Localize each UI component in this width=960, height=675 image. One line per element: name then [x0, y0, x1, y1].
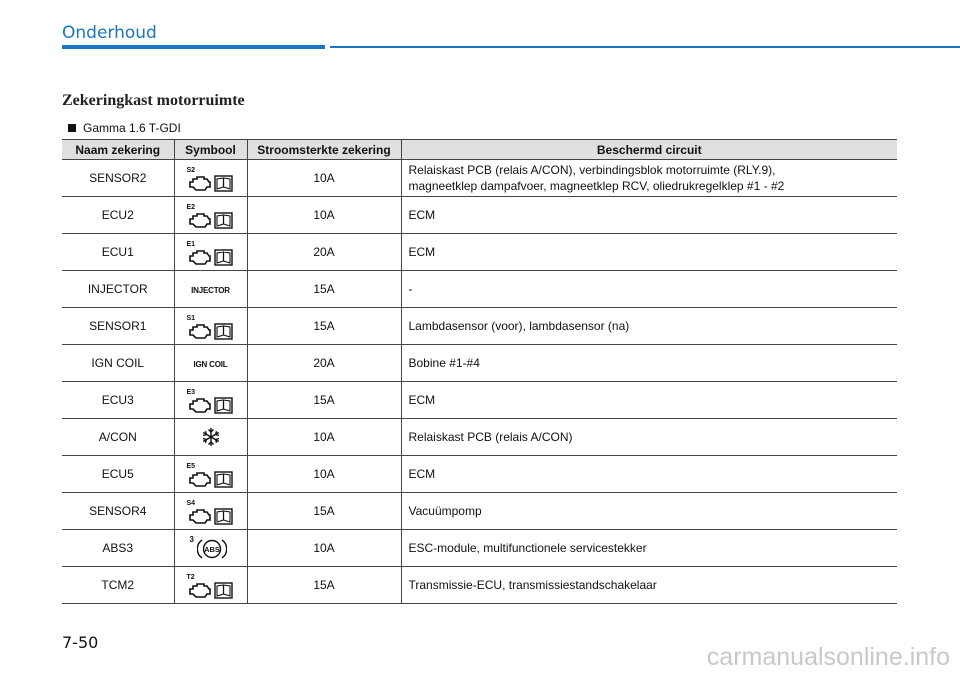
fuse-circuit	[401, 234, 897, 271]
symbol-code: E2	[186, 204, 196, 211]
symbol-text: INJECTOR	[191, 286, 230, 295]
engine-and-manual-icon	[188, 581, 234, 599]
fuse-circuit	[401, 456, 897, 493]
fuse-name-text: SENSOR1	[89, 319, 147, 333]
fuse-amperage-text: 10A	[313, 208, 335, 222]
fuse-circuit-text: ESC-module, multifunctionele servicestekker	[408, 541, 647, 555]
fuse-name	[62, 234, 174, 271]
symbol-code: 3	[189, 535, 194, 544]
fuse-amperage	[247, 234, 401, 271]
table-row	[62, 234, 897, 271]
fuse-circuit	[401, 345, 897, 382]
fuse-symbol	[174, 160, 247, 197]
fuse-amperage-text: 10A	[313, 541, 335, 555]
fuse-table	[62, 139, 897, 604]
engine-and-manual-icon	[188, 211, 234, 229]
fuse-symbol	[174, 419, 247, 456]
fuse-name	[62, 345, 174, 382]
fuse-circuit	[401, 567, 897, 604]
fuse-symbol	[174, 345, 247, 382]
fuse-circuit-text: ECM	[408, 393, 436, 407]
engine-and-manual-icon	[188, 470, 234, 488]
fuse-name	[62, 419, 174, 456]
fuse-amperage	[247, 567, 401, 604]
engine-check-icon	[188, 322, 234, 343]
engine-and-manual-icon	[188, 322, 234, 340]
engine-symbol	[181, 494, 241, 528]
engine-check-icon	[188, 470, 234, 491]
engine-symbol	[181, 309, 241, 343]
fuse-name-text: SENSOR2	[89, 171, 147, 185]
fuse-symbol	[174, 308, 247, 345]
air-conditioning-icon	[201, 436, 221, 450]
fuse-amperage	[247, 308, 401, 345]
abs-symbol	[181, 531, 241, 565]
fuse-amperage	[247, 530, 401, 567]
abs-label: ABS	[203, 544, 220, 554]
table-header-row	[62, 140, 897, 160]
symbol-code: E1	[186, 241, 196, 248]
fuse-circuit-text: Transmissie-ECU, transmissiestandschakelaar	[408, 578, 657, 592]
fuse-name-text: ECU3	[101, 393, 134, 407]
fuse-amperage	[247, 197, 401, 234]
fuse-symbol	[174, 234, 247, 271]
fuse-name-text: ABS3	[102, 541, 134, 555]
symbol-code: E5	[186, 463, 196, 470]
fuse-name-text: INJECTOR	[87, 282, 148, 296]
fuse-name	[62, 160, 174, 197]
column-header: Naam zekering	[62, 140, 174, 160]
fuse-circuit-text: ECM	[408, 467, 436, 481]
engine-symbol	[181, 235, 241, 269]
engine-symbol	[181, 383, 241, 417]
fuse-circuit	[401, 271, 897, 308]
engine-check-icon	[188, 507, 234, 528]
table-row	[62, 493, 897, 530]
fuse-symbol	[174, 493, 247, 530]
fuse-amperage-text: 15A	[313, 504, 335, 518]
fuse-name-text: ECU1	[101, 245, 134, 259]
fuse-amperage	[247, 160, 401, 197]
column-header: Symbool	[174, 140, 247, 160]
table-row	[62, 197, 897, 234]
fuse-circuit-text: Vacuümpomp	[408, 504, 482, 518]
table-row	[62, 419, 897, 456]
fuse-symbol	[174, 382, 247, 419]
fuse-circuit-text: Bobine #1-#4	[408, 356, 480, 370]
fuse-circuit-text: Relaiskast PCB (relais A/CON)	[408, 430, 573, 444]
table-row	[62, 271, 897, 308]
fuse-name	[62, 493, 174, 530]
engine-check-icon	[188, 396, 234, 417]
symbol-text: IGN COIL	[193, 360, 228, 369]
fuse-circuit	[401, 160, 897, 197]
table-row	[62, 345, 897, 382]
subtitle-text: Gamma 1.6 T-GDI	[83, 121, 181, 135]
fuse-amperage-text: 10A	[313, 171, 335, 185]
section-title: Onderhoud	[62, 23, 157, 43]
table-row	[62, 530, 897, 567]
column-header: Stroomsterkte zekering	[247, 140, 401, 160]
table-row	[62, 308, 897, 345]
fuse-symbol	[174, 567, 247, 604]
fuse-symbol	[174, 197, 247, 234]
fuse-symbol	[174, 530, 247, 567]
table-row	[62, 456, 897, 493]
engine-symbol	[181, 568, 241, 602]
engine-symbol	[181, 457, 241, 491]
engine-check-icon	[188, 174, 234, 195]
symbol-code: S4	[186, 500, 196, 507]
fuse-amperage-text: 10A	[313, 430, 335, 444]
fuse-circuit-text: ECM	[408, 245, 436, 259]
fuse-name-text: ECU5	[101, 467, 134, 481]
fuse-name	[62, 530, 174, 567]
header-bar-accent	[62, 45, 325, 49]
fuse-circuit	[401, 419, 897, 456]
fuse-amperage	[247, 419, 401, 456]
header-bar-line	[330, 46, 960, 48]
fuse-circuit-text-line2: magneetklep dampafvoer, magneetklep RCV, oliedrukregelklep #1 - #2	[408, 179, 785, 193]
symbol-code: S1	[186, 315, 196, 322]
fuse-circuit-text: -	[408, 282, 413, 296]
fuse-circuit-text: Relaiskast PCB (relais A/CON), verbindingsblok motorruimte (RLY.9),	[408, 163, 776, 177]
engine-check-icon	[188, 581, 234, 602]
engine-symbol	[181, 161, 241, 195]
fuse-name-text: SENSOR4	[89, 504, 147, 518]
fuse-symbol	[174, 271, 247, 308]
fuse-amperage-text: 15A	[313, 319, 335, 333]
fuse-name-text: IGN COIL	[91, 356, 145, 370]
bullet-square-icon	[68, 124, 76, 132]
page-heading: Zekeringkast motorruimte	[62, 92, 245, 109]
fuse-circuit	[401, 382, 897, 419]
engine-symbol	[181, 198, 241, 232]
table-row	[62, 382, 897, 419]
symbol-code: T2	[186, 574, 195, 581]
fuse-amperage	[247, 382, 401, 419]
fuse-amperage-text: 10A	[313, 467, 335, 481]
fuse-circuit	[401, 530, 897, 567]
fuse-circuit-text: Lambdasensor (voor), lambdasensor (na)	[408, 319, 630, 333]
fuse-circuit	[401, 308, 897, 345]
fuse-amperage-text: 15A	[313, 282, 335, 296]
fuse-circuit	[401, 197, 897, 234]
fuse-amperage	[247, 271, 401, 308]
table-row	[62, 567, 897, 604]
fuse-name-text: ECU2	[101, 208, 134, 222]
fuse-amperage-text: 20A	[313, 356, 335, 370]
fuse-name	[62, 197, 174, 234]
fuse-name-text: A/CON	[98, 430, 137, 444]
fuse-amperage-text: 20A	[313, 245, 335, 259]
symbol-code: E3	[186, 389, 196, 396]
fuse-name-text: TCM2	[101, 578, 135, 592]
fuse-amperage	[247, 345, 401, 382]
engine-and-manual-icon	[188, 248, 234, 266]
engine-check-icon	[188, 248, 234, 269]
column-header: Beschermd circuit	[401, 140, 897, 160]
watermark: carmanualsonline.info	[706, 643, 950, 671]
table-row	[62, 160, 897, 197]
engine-check-icon	[188, 211, 234, 232]
engine-subtitle	[68, 121, 181, 135]
engine-and-manual-icon	[188, 396, 234, 414]
fuse-circuit-text: ECM	[408, 208, 436, 222]
fuse-amperage	[247, 493, 401, 530]
abs-icon	[197, 536, 227, 565]
fuse-symbol	[174, 456, 247, 493]
fuse-amperage-text: 15A	[313, 393, 335, 407]
fuse-name	[62, 382, 174, 419]
page-number: 7-50	[62, 633, 99, 652]
fuse-name	[62, 308, 174, 345]
fuse-name	[62, 567, 174, 604]
snowflake-icon	[201, 427, 221, 447]
fuse-name	[62, 271, 174, 308]
symbol-code: S2	[186, 167, 196, 174]
fuse-name	[62, 456, 174, 493]
engine-and-manual-icon	[188, 174, 234, 192]
fuse-amperage-text: 15A	[313, 578, 335, 592]
engine-and-manual-icon	[188, 507, 234, 525]
fuse-amperage	[247, 456, 401, 493]
fuse-circuit	[401, 493, 897, 530]
